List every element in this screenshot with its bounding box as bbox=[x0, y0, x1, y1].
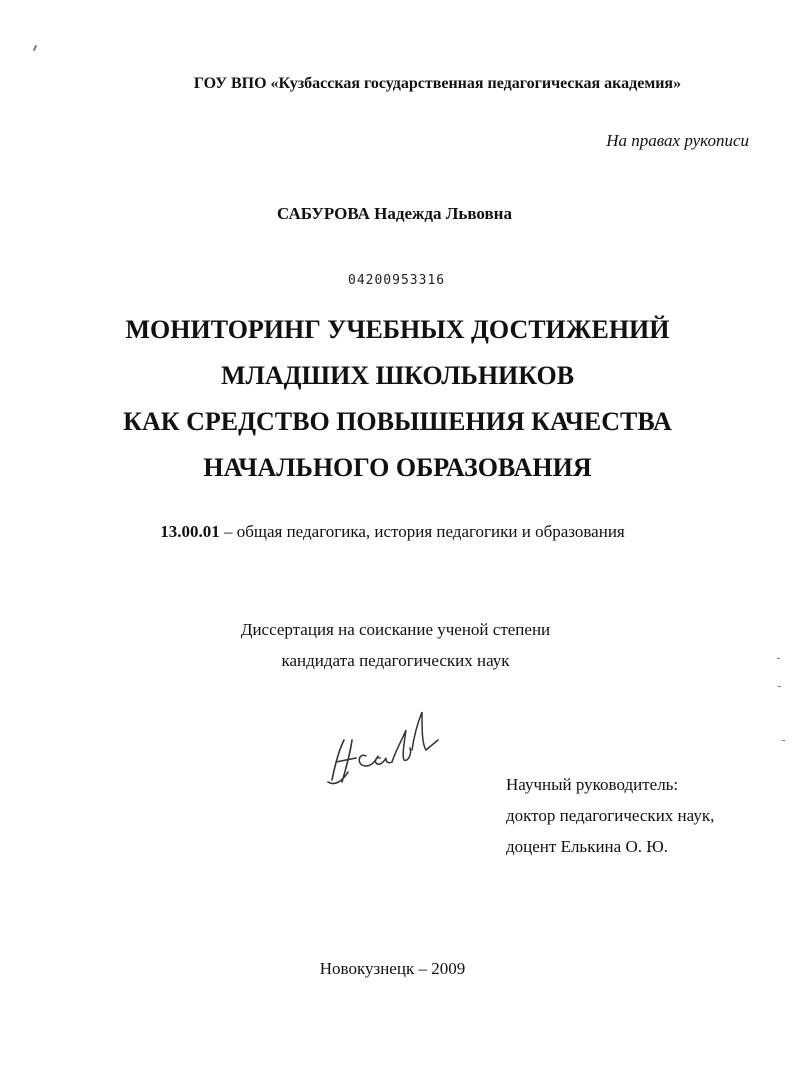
rights-note: На правах рукописи bbox=[606, 131, 749, 150]
specialty-text: – общая педагогика, история педагогики и образования bbox=[219, 522, 625, 541]
title-line: НАЧАЛЬНОГО ОБРАЗОВАНИЯ bbox=[203, 453, 592, 482]
degree-line: кандидата педагогических наук bbox=[281, 651, 510, 670]
scan-mark bbox=[777, 658, 780, 659]
supervisor-line: доктор педагогических наук, bbox=[506, 806, 715, 825]
title-line: МЛАДШИХ ШКОЛЬНИКОВ bbox=[220, 361, 575, 390]
institution-name: ГОУ ВПО «Кузбасская государственная педагогическая академия» bbox=[193, 75, 682, 92]
supervisor-line: доцент Елькина О. Ю. bbox=[506, 837, 668, 856]
catalog-code: 04200953316 bbox=[348, 273, 446, 288]
specialty bbox=[0, 522, 790, 542]
title-line: МОНИТОРИНГ УЧЕБНЫХ ДОСТИЖЕНИЙ bbox=[125, 315, 670, 344]
handwritten-signature bbox=[322, 700, 442, 790]
scan-mark bbox=[33, 45, 37, 51]
scan-mark bbox=[782, 740, 785, 741]
city-year: Новокузнецк – 2009 bbox=[319, 959, 466, 978]
degree-line: Диссертация на соискание ученой степени bbox=[240, 620, 551, 639]
scan-mark bbox=[778, 686, 781, 687]
degree-statement bbox=[0, 614, 793, 676]
title-line: КАК СРЕДСТВО ПОВЫШЕНИЯ КАЧЕСТВА bbox=[123, 407, 672, 436]
specialty-code: 13.00.01 bbox=[160, 522, 220, 541]
supervisor-line: Научный руководитель: bbox=[506, 775, 679, 794]
author-name: САБУРОВА Надежда Львовна bbox=[277, 204, 512, 223]
supervisor-block bbox=[506, 769, 714, 862]
dissertation-title bbox=[0, 307, 795, 491]
